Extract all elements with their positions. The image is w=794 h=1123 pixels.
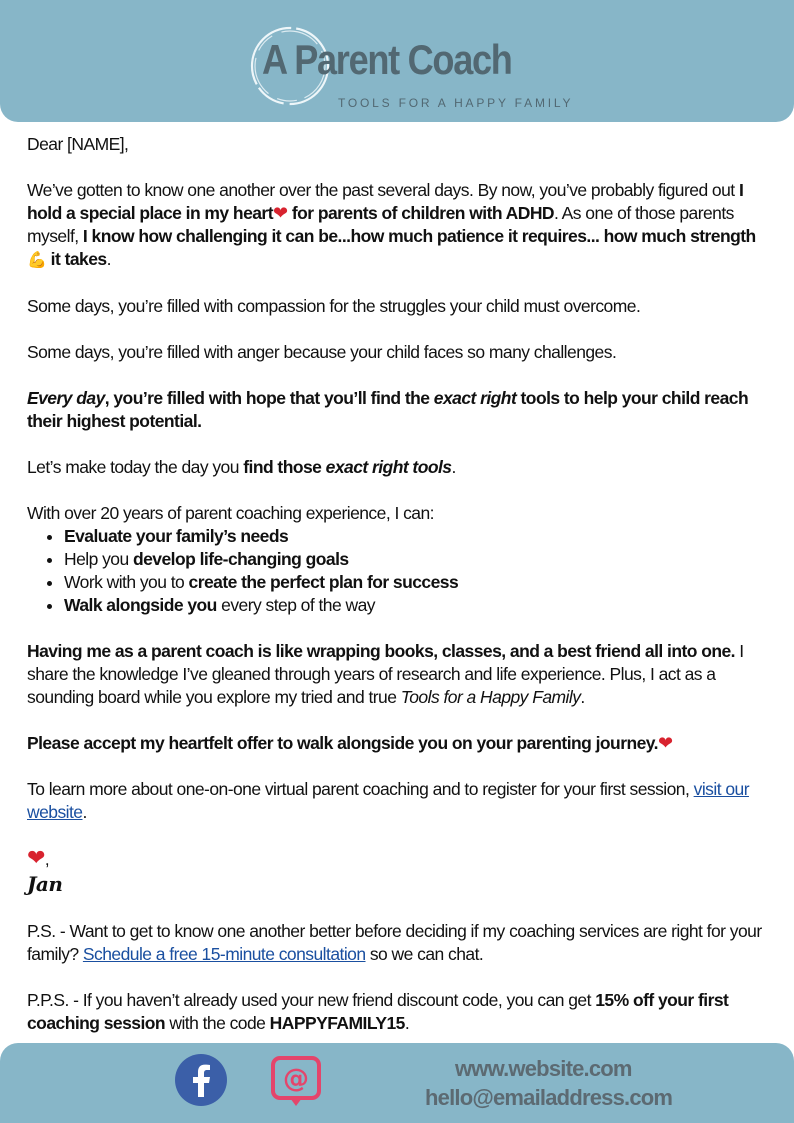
paragraph-hope: Every day, you’re filled with hope that you’ll find the exact right tools to help your child reach their highest potential. (27, 388, 749, 431)
instagram-icon[interactable] (270, 1055, 324, 1109)
signature: Jan (27, 872, 63, 896)
flexed-biceps-icon: 💪 (27, 252, 47, 269)
heart-icon: ❤ (657, 733, 673, 753)
greeting: Dear [NAME], (27, 134, 129, 154)
list-item: • Walk alongside you every step of the way (64, 594, 772, 617)
visit-website-link[interactable]: visit our website (27, 779, 749, 822)
heart-icon: ❤ (272, 203, 288, 223)
brand-tagline: TOOLS FOR A HAPPY FAMILY (338, 96, 574, 110)
footer-band (0, 1043, 794, 1123)
signoff (27, 847, 772, 897)
footer-email[interactable]: hello@emailaddress.com (425, 1085, 673, 1110)
schedule-consultation-link[interactable]: Schedule a free 15-minute consultation (82, 944, 366, 964)
paragraph-learn-more: To learn more about one-on-one virtual parent coaching and to register for your first session, visit our website. (27, 779, 749, 822)
paragraph-experience: With over 20 years of parent coaching experience, I can: (27, 503, 434, 523)
heart-icon: ❤, (27, 845, 50, 870)
paragraph-anger: Some days, you’re filled with anger because your child faces so many challenges. (27, 342, 617, 362)
paragraph-pps: P.P.S. - If you haven’t already used your new friend discount code, you can get 15% off your first coaching session with the code HAPPYFAMILY15. (27, 990, 729, 1033)
paragraph-intro: We’ve gotten to know one another over the past several days. By now, you’ve probably figured out I hold a special place in my heart❤ for parents of children with ADHD. As one of those parents myself, I know how challenging it can be...how much patience it requires... how much strength💪 it takes. (27, 180, 756, 269)
facebook-icon[interactable] (174, 1053, 228, 1107)
letter-body (27, 133, 772, 1058)
list-item: • Help you develop life-changing goals (64, 548, 772, 571)
services-list (27, 525, 772, 617)
list-item: • Evaluate your family’s needs (64, 525, 772, 548)
paragraph-coach: Having me as a parent coach is like wrapping books, classes, and a best friend all into one. I share the knowledge I’ve gleaned through years of research and life experience. Plus, I act as a sounding board while you explore my tried and true Tools for a Happy Family. (27, 641, 744, 707)
paragraph-offer: Please accept my heartfelt offer to walk alongside you on your parenting journey.❤ (27, 733, 673, 753)
brand-title: A Parent Coach (262, 36, 512, 83)
list-item: • Work with you to create the perfect plan for success (64, 571, 772, 594)
paragraph-compassion: Some days, you’re filled with compassion for the struggles your child must overcome. (27, 296, 641, 316)
footer-website[interactable]: www.website.com (455, 1056, 632, 1081)
svg-text:@: @ (283, 1064, 309, 1094)
paragraph-today: Let’s make today the day you find those exact right tools. (27, 457, 456, 477)
paragraph-ps: P.S. - Want to get to know one another better before deciding if my coaching services are right for your family? Schedule a free 15-minute consultation so we can chat. (27, 921, 762, 964)
